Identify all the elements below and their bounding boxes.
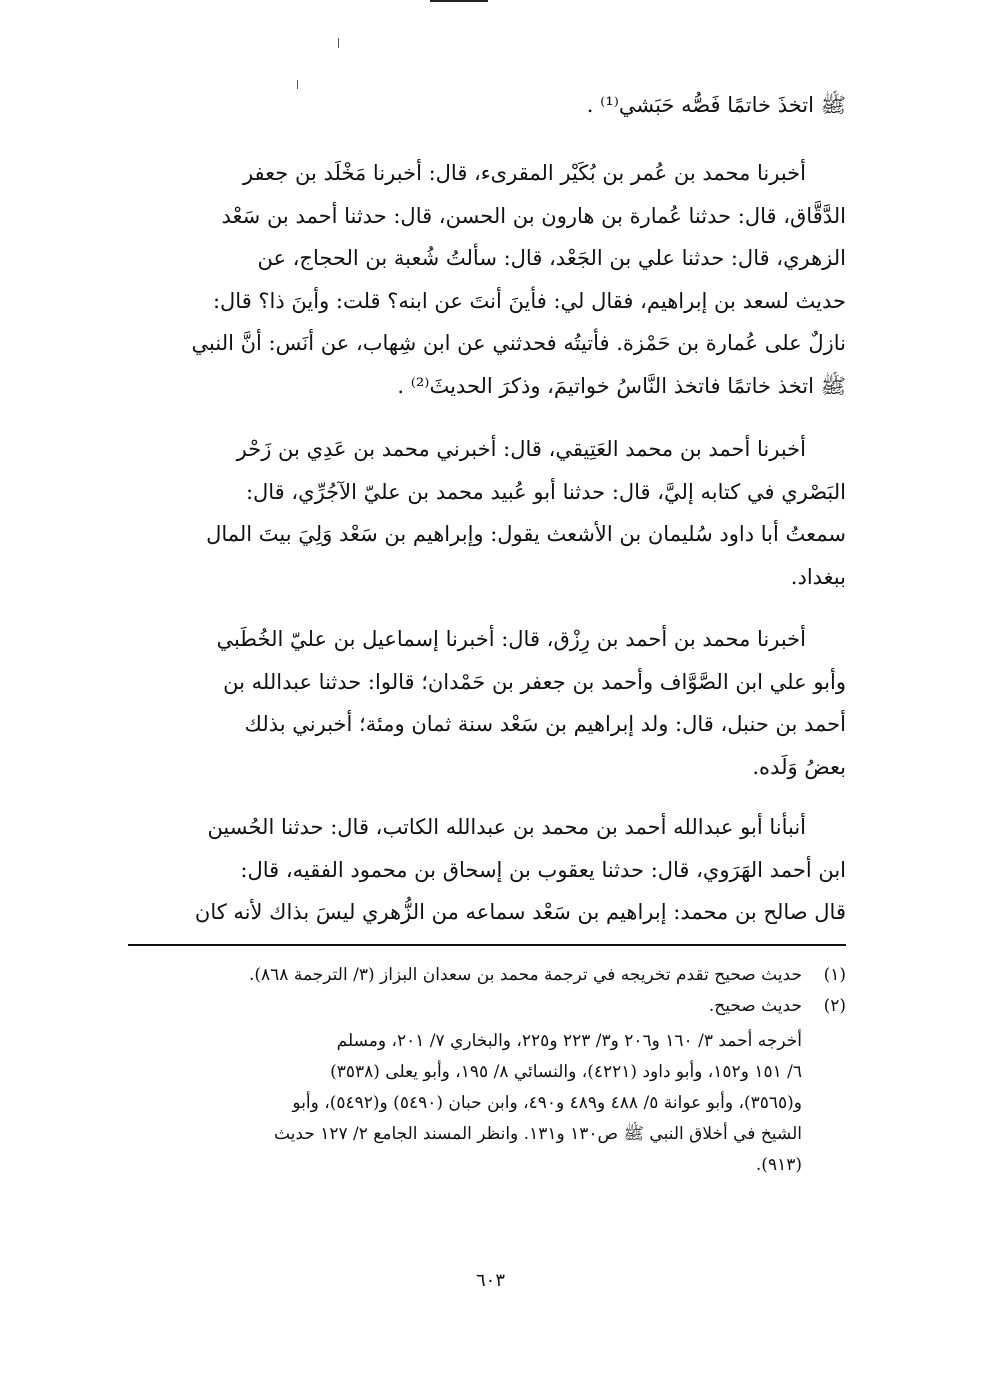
- footnote-line: أخرجه أحمد ٣/ ١٦٠ و٢٠٦ و٣/ ٢٢٣ و٢٢٥، والبخاري ٧/ ٢٠١، ومسلم: [336, 1031, 802, 1051]
- footnote-line: و(٣٥٦٥)، وأبو عوانة ٥/ ٤٨٨ و٤٨٩ و٤٩٠، وابن حبان (٥٤٩٠) و(٥٤٩٢)، وأبو: [292, 1093, 802, 1113]
- text-line: ﷺ اتخذَ خاتمًا فَصُّه حَبَشي⁽¹⁾ .: [586, 93, 846, 117]
- text-line: ﷺ اتخذ خاتمًا فاتخذ النَّاسُ خواتيمَ، وذكرَ الحديثَ⁽²⁾ .: [397, 373, 846, 398]
- page-number: ٦٠٣: [475, 1270, 505, 1291]
- text-line: حديث لسعد بن إبراهيم، فقال لي: فأينَ أنتَ عن ابنه؟ قلت: وأينَ ذا؟ قال:: [212, 288, 846, 313]
- scan-artifact-mark: [338, 38, 339, 48]
- paragraph: [128, 428, 846, 598]
- footnote-text: حديث صحيح تقدم تخريجه في ترجمة محمد بن سعدان البزاز (٣/ الترجمة ٨٦٨).: [248, 965, 802, 985]
- footnote-text: حديث صحيح.: [708, 996, 802, 1016]
- text-line: أخبرنا محمد بن أحمد بن رِزْق، قال: أخبرنا إسماعيل بن عليّ الخُطَبي: [216, 627, 806, 651]
- text-line: بعضُ وَلَده.: [752, 754, 846, 779]
- footnote-line: ٦/ ١٥١ و١٥٢، وأبو داود (٤٢٢١)، والنسائي ٨/ ١٩٥، وأبو يعلى (٣٥٣٨): [330, 1062, 802, 1082]
- footnote-detail: [128, 1026, 846, 1181]
- footnote-separator: [128, 944, 846, 946]
- text-line: ببغداد.: [790, 564, 846, 589]
- text-line: أخبرنا محمد بن عُمر بن بُكَيْر المقرىء، قال: أخبرنا مَخْلَد بن جعفر: [242, 161, 806, 185]
- paragraph-continuation: [128, 84, 846, 127]
- text-line: نازلٌ على عُمارة بن حَمْزة. فأتيتُه فحدثني عن ابن شِهاب، عن أنَس: أنَّ النبي: [191, 331, 846, 355]
- text-line: ابن أحمد الهَرَوي، قال: حدثنا يعقوب بن إسحاق بن محمود الفقيه، قال:: [240, 857, 846, 882]
- footnote-line: (٩١٣).: [755, 1155, 802, 1175]
- footnote-number: (١): [823, 965, 846, 985]
- footnote-item: [128, 960, 846, 991]
- text-line: أنبأنا أبو عبدالله أحمد بن محمد بن عبدالله الكاتب، قال: حدثنا الحُسين: [207, 815, 806, 839]
- footnotes: [128, 960, 846, 1181]
- text-line: وأبو علي ابن الصَّوَّاف وأحمد بن جعفر بن حَمْدان؛ قالوا: حدثنا عبدالله بن: [223, 669, 846, 694]
- text-line: البَصْري في كتابه إليَّ، قال: حدثنا أبو عُبيد محمد بن عليّ الآجُرِّي، قال:: [245, 479, 846, 504]
- text-line: الزهري، قال: حدثنا علي بن الجَعْد، قال: سألتُ شُعبة بن الحجاج، عن: [257, 246, 846, 270]
- text-line: الدَّقَّاق، قال: حدثنا عُمارة بن هارون بن الحسن، قال: حدثنا أحمد بن سَعْد: [221, 203, 846, 228]
- text-line: سمعتُ أبا داود سُليمان بن الأشعث يقول: وإبراهيم بن سَعْد وَلِيَ بيتَ المال: [206, 522, 846, 546]
- paragraph: [128, 618, 846, 788]
- top-edge-mark: [430, 0, 488, 2]
- text-line: أخبرنا أحمد بن محمد العَتِيقي، قال: أخبرني محمد بن عَدِي بن زَحْر: [236, 437, 806, 461]
- text-line: أحمد بن حنبل، قال: ولد إبراهيم بن سَعْد سنة ثمان ومئة؛ أخبرني بذلك: [244, 712, 846, 736]
- footnote-item: [128, 991, 846, 1022]
- paragraph: [128, 806, 846, 934]
- paragraph: [128, 152, 846, 407]
- footnote-line: الشيخ في أخلاق النبي ﷺ ص١٣٠ و١٣١. وانظر المسند الجامع ٢/ ١٢٧ حديث: [273, 1124, 802, 1144]
- footnote-number: (٢): [823, 996, 846, 1016]
- text-line: قال صالح بن محمد: إبراهيم بن سَعْد سماعه من الزُّهري ليسَ بذاك لأنه كان: [194, 900, 846, 924]
